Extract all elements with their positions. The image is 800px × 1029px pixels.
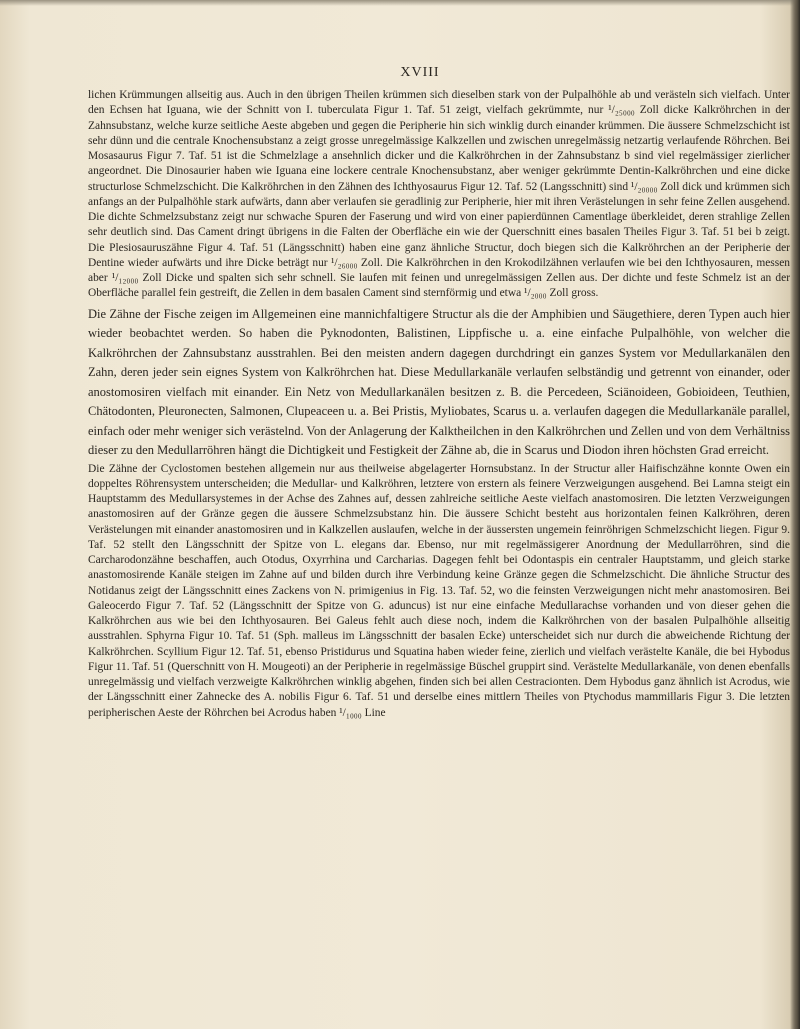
page-number: XVIII	[400, 65, 440, 80]
page-top-shadow	[0, 0, 800, 6]
page-spine-shadow	[790, 0, 800, 1029]
paragraph-shark-teeth: Die Zähne der Cyclostomen bestehen allgemein nur aus theilweise abgelagerter Hornsubstanz. In der Structur aller Haifischzähne konnte Owen ein doppeltes Röhrensystem unterscheiden; die Medullar- und Kalkröhren, letztere von erstern als feinere Verzweigungen ausgehend. Bei Lamna steigt ein Hauptstamm des Medullarsystemes in der Achse des Zahnes auf, dessen zahlreiche seitliche Aeste vielfach anastomosiren. Die letzten Verzweigungen anastomosiren auf der Gränze gegen die äussere Schmelzsubstanz hin. Die äussere Schicht besteht aus horizontalen feinen Kalkröhren, deren Verästelungen mit einander anastomosiren und in Kalkzellen auslaufen, welche in der äussersten ungemein feinröhrigen Schmelzschicht liegen. Figur 9. Taf. 52 stellt den Längsschnitt der Spitze von L. elegans dar. Ebenso, nur mit regelmässigerer Anordnung der Medullarröhren, sind die Carcharodonzähne beschaffen, auch Otodus, Oxyrrhina und Carcharias. Dagegen fehlt bei Odontaspis ein centraler Hauptstamm, und gleich starke anastomosirende Kanäle steigen im Zahne auf und bilden durch ihre Verbindung keine Gränze gegen die Schmelzschicht. Die ähnliche Structur des Notidanus zeigt der Längsschnitt eines Zackens von N. primigenius in Fig. 13. Taf. 52, wo die feinsten Verzweigungen nicht mehr anastomosiren. Bei Galeocerdo Figur 7. Taf. 52 (Längsschnitt der Spitze von G. aduncus) ist nur eine einfache Medullarachse vorhanden und von dieser gehen die Kalkröhrchen aus wie bei den Ichthyosauren. Bei Galeus fehlt auch diese noch, indem die Kalkröhrchen von der basalen Pulpalhöhle allseitig ausstrahlen. Sphyrna Figur 10. Taf. 51 (Sph. malleus im Längsschnitt der basalen Ecke) unterscheidet sich nur durch die abweichende Richtung der Kalkröhrchen. Scyllium Figur 12. Taf. 51, ebenso Pristidurus und Squatina haben wieder feine, zierlich und vielfach verästelte Kanäle, die bei Hybodus Figur 11. Taf. 51 (Querschnitt von H. Mougeoti) an der Peripherie in regelmässige Büschel gruppirt sind. Verästelte Medullarkanäle, von denen ebenfalls unregelmässig und vielfach verzweigte Kalkröhrchen winklig abgehen, finden sich bei allen Cestracionten. Dem Hybodus ganz ähnlich ist Acrodus, wie der Längsschnitt einer Zahnecke des A. nobilis Figur 6. Taf. 51 und derselbe eines mittlern Theiles von Ptychodus mammillaris Figur 3. Die letzten peripherischen Aeste der Röhrchen bei Acrodus haben ¹/₁₀₀₀ Line	[88, 462, 790, 719]
paragraph-reptile-teeth: lichen Krümmungen allseitig aus. Auch in den übrigen Theilen krümmen sich dieselben stark von der Pulpalhöhle ab und verästeln sich vielfach. Unter den Echsen hat Iguana, wie der Schnitt von I. tuberculata Figur 1. Taf. 51 zeigt, vielfach gekrümmte, nur ¹/₂₅₀₀₀ Zoll dicke Kalkröhrchen in der Zahnsubstanz, welche kurze seitliche Aeste abgeben und gegen die Peripherie hin sich winklig durch einander krümmen. Die äussere Schmelzschicht ist sehr dünn und die centrale Knochensubstanz a zeigt grosse unregelmässige Kalkzellen und zwischen unregelmässig netzartig verlaufende Röhrchen. Bei Mosasaurus Figur 7. Taf. 51 ist die Schmelzlage a ansehnlich dicker und die Kalkröhrchen in der Zahnsubstanz b sind viel regelmässiger zierlicher angeordnet. Die Dinosaurier haben wie Iguana eine lockere centrale Knochensubstanz, aber weniger gekrümmte Dentin-Kalkröhrchen und eine dicke structurlose Schmelzschicht. Die Kalkröhrchen in den Zähnen des Ichthyosaurus Figur 12. Taf. 52 (Langsschnitt) sind ¹/₂₀₀₀₀ Zoll dick und krümmen sich anfangs an der Pulpalhöhle stark aufwärts, dann aber verlaufen sie geradlinig zur Peripherie, hier mit ihren Verästelungen in sehr feine Zellen ausgehend. Die dichte Schmelzsubstanz zeigt nur schwache Spuren der Faserung und wird von einer papierdünnen Camentlage überkleidet, deren strahlige Zellen sehr deutlich sind. Das Cament dringt übrigens in die Falten der Oberfläche ein wie der Querschnitt eines basalen Theiles Figur 3. Taf. 51 bei b zeigt. Die Plesiosauruszähne Figur 4. Taf. 51 (Längsschnitt) haben eine ganz ähnliche Structur, doch biegen sich die Kalkröhrchen an der Peripherie der Dentine wieder aufwärts und ihre Dicke beträgt nur ¹/₂₆₀₀₀ Zoll. Die Kalkröhrchen in den Krokodilzähnen verlaufen wie bei den Ichthyosauren, messen aber ¹/₁₂₀₀₀ Zoll Dicke und spalten sich sehr schnell. Sie laufen mit feinen und unregelmässigen Zellen aus. Der dichte und feste Schmelz ist an der Oberfläche parallel fein gestreift, die Zellen in dem basalen Cament sind sternförmig und etwa ¹/₂₀₀₀ Zoll gross.	[88, 89, 790, 300]
body-text	[88, 88, 790, 724]
paragraph-fish-teeth: Die Zähne der Fische zeigen im Allgemeinen eine mannichfaltigere Structur als die der Amphibien und Säugethiere, deren Typen auch hier wieder beobachtet werden. So haben die Pyknodonten, Balistinen, Lippfische u. a. eine einfache Pulpalhöhle, von welcher die Kalkröhrchen der Zahnsubstanz ausstrahlen. Bei den meisten andern dagegen durchdringt ein ganzes System vor Medullarkanälen den Zahn, deren jeder sein eignes System von Kalkröhrchen hat. Diese Medullarkanäle verlaufen selbständig und getrennt von einander, oder anostomosiren vielfach mit einander. Ein Netz von Medullarkanälen besitzen z. B. die Percedeen, Sciänoideen, Gobioideen, Teuthien, Chätodonten, Pleuronecten, Salmonen, Clupeaceen u. a. Bei Pristis, Myliobates, Scarus u. a. verlaufen dagegen die Medullarkanäle parallel, einfach oder mehr weniger sich verästelnd. Von der Anlagerung der Kalktheilchen in den Kalkröhrchen und Zellen und von dem Verhältniss dieser zu den Medullarröhren hängt die Dichtigkeit und Festigkeit der Zähne ab, die in Scarus und Diodon ihren höchsten Grad erreicht.	[88, 306, 790, 457]
